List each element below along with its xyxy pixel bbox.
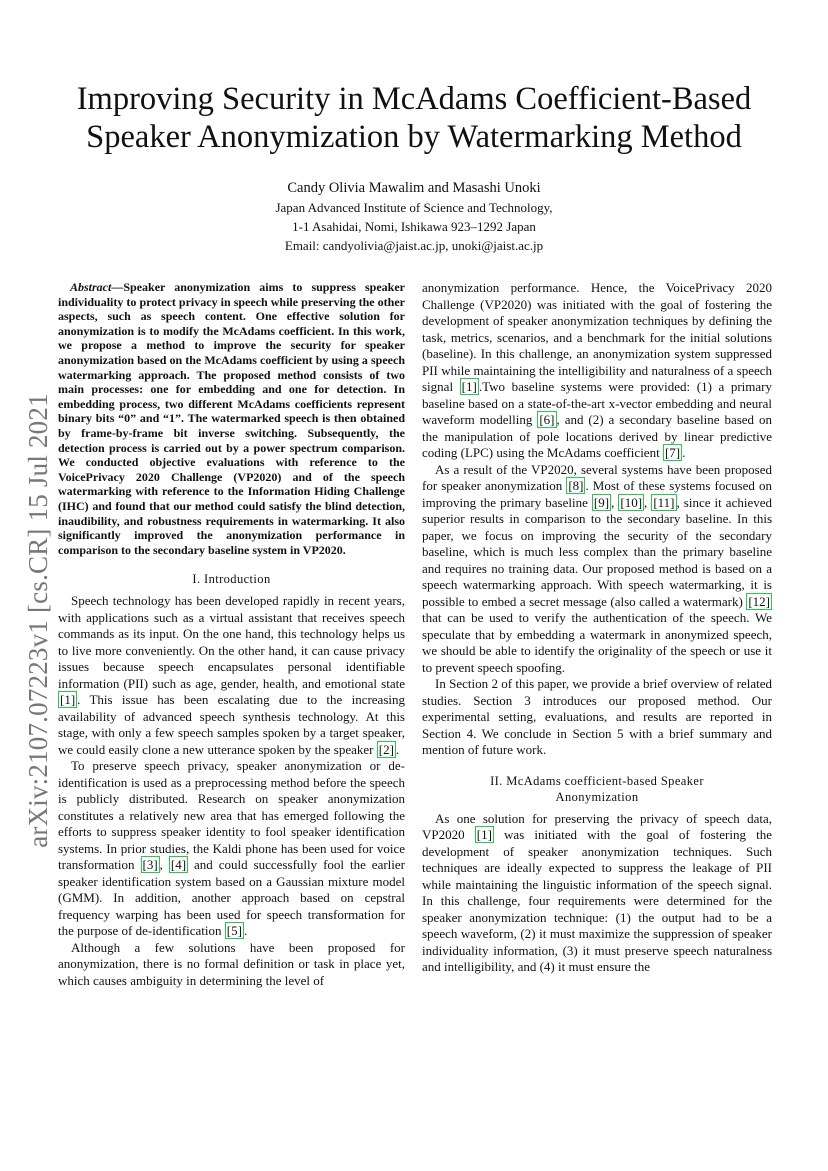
paragraph-text: Speech technology has been developed rapidly in recent years, with applications such as a virtual assistant that receives speech commands as its input. On the one hand, this technology helps us to live more conveniently. On the other hand, it can cause privacy issues because speech encapsulates personal identifiable information (PII) such as age, gender, health, and emotional state — [58, 593, 405, 691]
intro-paragraph-4 — [422, 280, 772, 462]
paragraph-text: anonymization performance. Hence, the VoicePrivacy 2020 Challenge (VP2020) was initiated with the goal of fostering the development of speaker anonymization techniques by defining the task, metrics, scenarios, and a benchmark for the initial solutions (baseline). In this challenge, an anonymization system suppressed PII while maintaining the intelligibility and naturalness of a speech signal — [422, 280, 772, 394]
paragraph-text: As a result of the VP2020, several systems have been proposed for speaker anonymization — [422, 461, 772, 493]
citation-link[interactable]: [2] — [378, 741, 394, 757]
author-names: Candy Olivia Mawalim and Masashi Unoki — [287, 180, 541, 196]
citation-link[interactable]: [1] — [476, 827, 492, 842]
paragraph-text: .Two baseline systems were provided: (1) a primary baseline based on a state-of-the-art x-vector embedding and neural waveform modelling — [422, 379, 772, 427]
citation-link[interactable]: [4] — [170, 857, 187, 873]
abstract — [58, 280, 405, 557]
paragraph-text: In Section 2 of this paper, we provide a brief overview of related studies. Section 3 introduces our proposed method. Our experimental setting, evaluations, and results are reported in Section 4. We conclude in Section 5 with a brief summary and mention of future work. — [422, 676, 772, 757]
section-heading-introduction: I. Introduction — [192, 572, 271, 587]
affiliation-line-2: 1-1 Asahidai, Nomi, Ishikawa 923–1292 Japan — [292, 219, 536, 234]
citation-link[interactable]: [6] — [539, 412, 555, 427]
paragraph-text: , since it achieved superior results in comparison to the secondary baseline. In this paper, we focus on improving the security of the secondary baseline, which is much less complex than the primary baseline and requires no training data. Our proposed method is based on a speech watermarking approach. With speech watermarking, it is possible to embed a secret message (also called a watermark) — [422, 494, 772, 609]
left-column — [58, 280, 405, 989]
mcadams-paragraph-1 — [422, 811, 772, 976]
paragraph-text: . — [682, 445, 686, 460]
affiliation-email: Email: candyolivia@jaist.ac.jp, unoki@jaist.ac.jp — [284, 238, 544, 253]
intro-paragraph-6 — [422, 676, 772, 759]
section-heading-mcadams — [422, 773, 772, 805]
citation-link[interactable]: [1] — [60, 692, 76, 708]
paragraph-text: To preserve speech privacy, speaker anonymization or de-identification is used as a preprocessing method before the speech is publicly distributed. Research on speaker anonymization constitutes a relatively new area that has emerged following the efforts to suppress speaker identity to fool speaker identification systems. In prior studies, the Kaldi phone has been used for voice transformation — [58, 758, 405, 873]
intro-paragraph-2 — [58, 758, 405, 940]
paragraph-text: . — [243, 923, 248, 939]
paragraph-text: was initiated with the goal of fostering the development of speaker anonymization techniques. Such techniques are ideally expected to suppress the leakage of PII while maintaining the linguistic information of the speech signal. In this challenge, four requirements were determined for the speaker anonymization technique: (1) the output had to be a speech waveform, (2) it must maximize the suppression of speaker individuality information, (3) it must preserve speech naturalness and intelligibility, and (4) it must ensure the — [422, 827, 772, 974]
section-heading-mcadams-line-2: Anonymization — [555, 789, 639, 804]
citation-link[interactable]: [10] — [620, 494, 643, 510]
citation-link[interactable]: [8] — [568, 478, 584, 493]
section-heading-mcadams-line-1: II. McAdams coefficient-based Speaker — [490, 773, 704, 788]
citation-link[interactable]: [5] — [226, 923, 242, 939]
paragraph-text: , — [644, 494, 652, 510]
citation-link[interactable]: [11] — [653, 494, 675, 510]
paragraph-text: , and (2) a secondary baseline based on the manipulation of pole locations derived by linear predictive coding (LPC) using the McAdams coefficient — [422, 412, 772, 460]
paragraph-text: . — [395, 741, 400, 757]
citation-link[interactable]: [7] — [664, 445, 681, 460]
affiliation-line-1: Japan Advanced Institute of Science and Technology, — [275, 200, 553, 215]
intro-paragraph-5 — [422, 462, 772, 677]
paragraph-text: , — [611, 494, 619, 510]
author-block — [214, 178, 614, 255]
paper-title — [50, 80, 778, 156]
abstract-text: —Speaker anonymization aims to suppress speaker individuality to protect privacy in speech while preserving the other aspects, such as speech content. One effective solution for anonymization is to modify the McAdams coefficient. In this work, we propose a method to improve the security for speaker anonymization based on the McAdams coefficient by using a speech watermarking approach. The proposed method consists of two main processes: one for embedding and one for detection. In embedding process, two different McAdams coefficients represent binary bits “0” and “1”. The watermarked speech is then obtained by frame-by-frame bit inverse switching. Subsequently, the detection process is carried out by a power spectrum comparison. We conducted objective evaluations with reference to the VoicePrivacy 2020 Challenge (VP2020) and of the speech watermarking with reference to the Information Hiding Challenge (IHC) and found that our method could satisfy the blind detection, inaudibility, and robustness requirements in watermarking. It also significantly improved the anonymization performance in comparison to the secondary baseline system in VP2020. — [58, 280, 405, 557]
paragraph-text: . This issue has been escalating due to the increasing availability of advanced speech synthesis technology. At this stage, with only a few speech samples spoken by a target speaker, we could easily clone a new utterance spoken by the speaker — [58, 692, 405, 757]
citation-link[interactable]: [12] — [748, 593, 770, 609]
citation-link[interactable]: [9] — [593, 494, 610, 510]
title-line-2: Speaker Anonymization by Watermarking Method — [86, 119, 742, 155]
citation-link[interactable]: [3] — [142, 857, 158, 873]
right-column — [422, 280, 772, 976]
arxiv-identifier-stamp — [18, 380, 58, 860]
arxiv-identifier-text: arXiv:2107.07223v1 [cs.CR] 15 Jul 2021 — [22, 392, 53, 848]
intro-paragraph-1 — [58, 593, 405, 758]
paragraph-text: Although a few solutions have been proposed for anonymization, there is no formal definition or task in place yet, which causes ambiguity in determining the level of — [58, 939, 405, 988]
paragraph-text: . Most of these systems focused on improving the primary baseline — [422, 478, 772, 510]
paragraph-text: and could successfully fool the earlier speaker identification system based on a Gaussian mixture model (GMM). In addition, another approach based on cepstral frequency warping has been used for speech transformation for the purpose of de-identification — [58, 857, 405, 939]
intro-paragraph-3 — [58, 940, 405, 990]
abstract-label: Abstract — [70, 280, 112, 294]
citation-link[interactable]: [1] — [461, 379, 477, 394]
paragraph-text: , — [159, 857, 169, 873]
paragraph-text: As one solution for preserving the privacy of speech data, VP2020 — [422, 810, 772, 842]
paragraph-text: that can be used to verify the authentication of the speech. We speculate that by embedding a watermark in anonymized speech, we should be able to identify the originality of the speech or use it to prevent speech spoofing. — [422, 610, 772, 675]
title-line-1: Improving Security in McAdams Coefficient-Based — [76, 81, 752, 117]
